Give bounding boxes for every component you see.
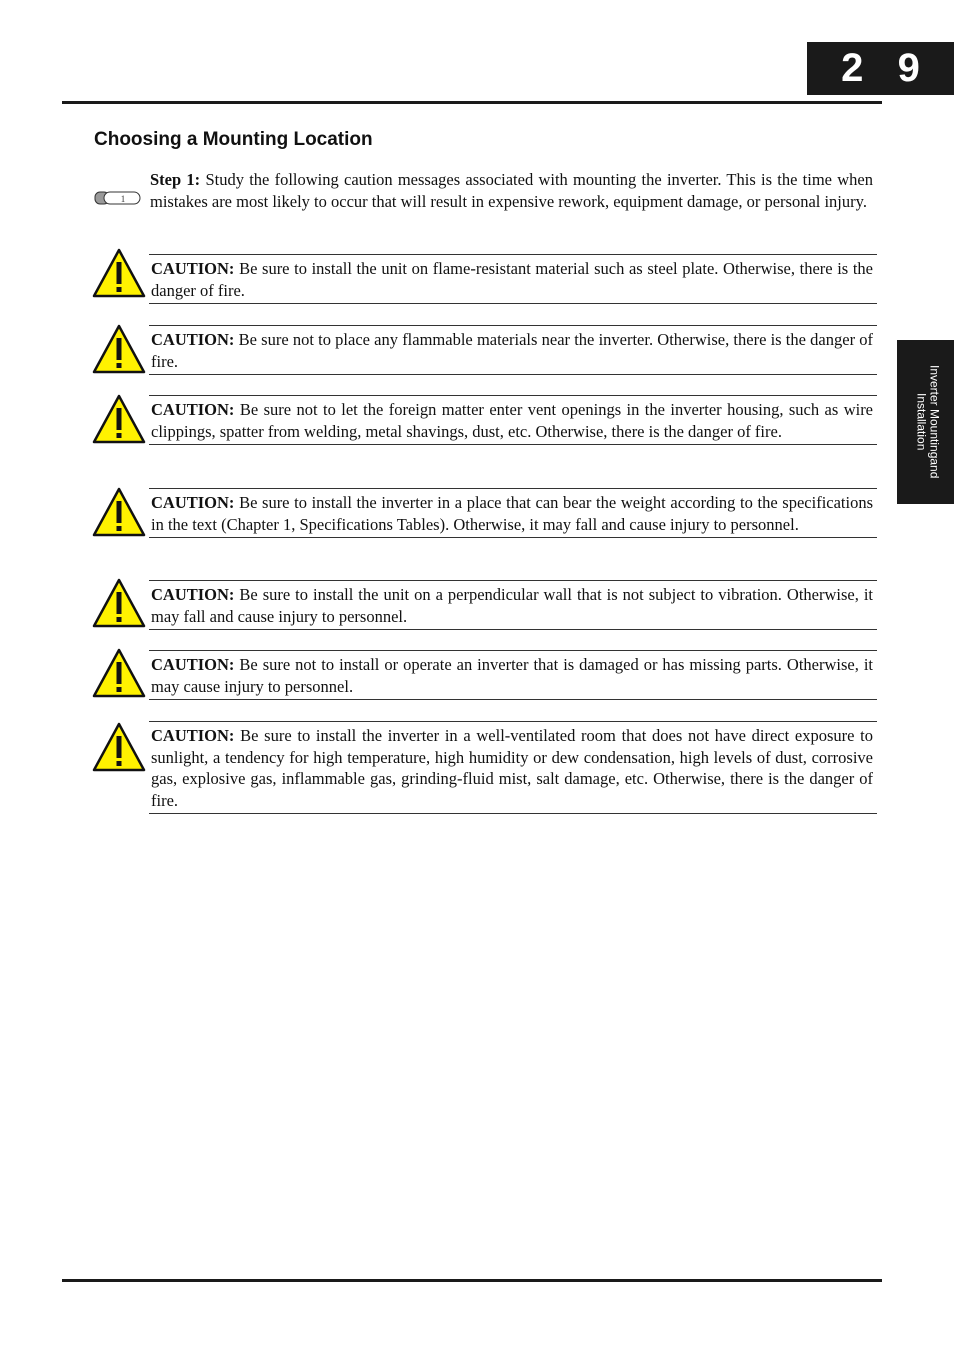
- page-number-chapter: 2: [841, 46, 864, 90]
- side-tab-line-2: Installation: [914, 393, 929, 451]
- caution-text-6: [149, 651, 877, 699]
- caution-label: CAUTION:: [151, 400, 235, 419]
- caution-body: Be sure not to place any flammable materials near the inverter. Otherwise, there is the danger of fire.: [151, 330, 874, 371]
- warning-triangle-icon: [92, 324, 146, 374]
- warning-triangle-icon: [92, 578, 146, 628]
- warning-triangle-icon: [92, 248, 146, 298]
- caution-block-6: [149, 650, 877, 700]
- caution-text-3: [149, 396, 877, 444]
- top-divider: [62, 101, 882, 104]
- side-tab-label: [911, 340, 941, 504]
- step-text: Study the following caution messages associated with mounting the inverter. This is the time when mistakes are most likely to occur that will result in expensive rework, equipment damage, or personal injury.: [150, 170, 873, 211]
- caution-body: Be sure to install the unit on a perpendicular wall that is not subject to vibration. Otherwise, it may fall and cause injury to personnel.: [151, 585, 873, 626]
- chapter-side-tab: [897, 340, 954, 504]
- warning-triangle-icon: [92, 722, 146, 772]
- caution-label: CAUTION:: [151, 655, 235, 674]
- caution-block-2: [149, 325, 877, 375]
- step-1-paragraph: [150, 169, 873, 212]
- caution-text-2: [149, 326, 877, 374]
- caution-label: CAUTION:: [151, 585, 235, 604]
- page-number-badge: [807, 42, 954, 95]
- side-tab-line-1: Inverter Mountingand: [927, 365, 942, 479]
- caution-label: CAUTION:: [151, 726, 235, 745]
- caution-text-7: [149, 722, 877, 813]
- caution-label: CAUTION:: [151, 259, 235, 278]
- caution-text-5: [149, 581, 877, 629]
- caution-label: CAUTION:: [151, 493, 235, 512]
- step-label: Step 1:: [150, 170, 201, 189]
- caution-text-4: [149, 489, 877, 537]
- caution-block-4: [149, 488, 877, 538]
- section-title: Choosing a Mounting Location: [94, 129, 373, 150]
- caution-block-5: [149, 580, 877, 630]
- caution-body: Be sure to install the inverter in a place that can bear the weight according to the specifications in the text (Chapter 1, Specifications Tables). Otherwise, it may fall and cause injury to personnel.: [151, 493, 874, 534]
- step-icon-number: 1: [120, 194, 126, 204]
- caution-block-1: [149, 254, 877, 304]
- warning-triangle-icon: [92, 648, 146, 698]
- bottom-divider: [62, 1279, 882, 1282]
- page-number-page: 9: [897, 46, 920, 90]
- step-1-icon: [94, 189, 142, 207]
- warning-triangle-icon: [92, 487, 146, 537]
- caution-block-7: [149, 721, 877, 814]
- caution-body: Be sure not to let the foreign matter enter vent openings in the inverter housing, such as wire clippings, spatter from welding, metal shavings, dust, etc. Otherwise, there is the danger of fire.: [151, 400, 874, 441]
- warning-triangle-icon: [92, 394, 146, 444]
- caution-body: Be sure to install the unit on flame-resistant material such as steel plate. Otherwise, there is the danger of fire.: [151, 259, 874, 300]
- caution-body: Be sure not to install or operate an inverter that is damaged or has missing parts. Otherwise, it may cause injury to personnel.: [151, 655, 873, 696]
- caution-block-3: [149, 395, 877, 445]
- caution-label: CAUTION:: [151, 330, 235, 349]
- caution-body: Be sure to install the inverter in a well-ventilated room that does not have direct exposure to sunlight, a tendency for high temperature, high humidity or dew condensation, high levels of dust, corrosive gas, explosive gas, inflammable gas, grinding-fluid mist, salt damage, etc. Otherwise, there is the danger of fire.: [151, 726, 874, 810]
- caution-text-1: [149, 255, 877, 303]
